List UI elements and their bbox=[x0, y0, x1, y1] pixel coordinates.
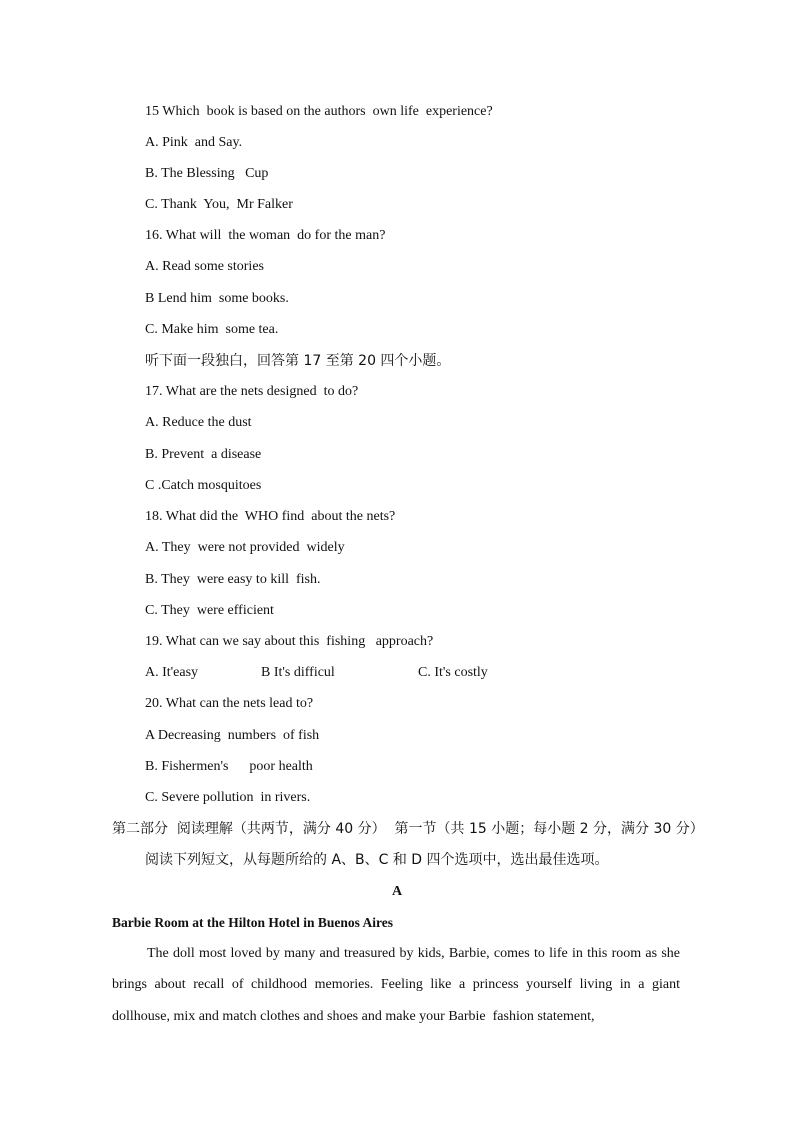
q17-option-a: A. Reduce the dust bbox=[145, 415, 252, 430]
q15-option-b: B. The Blessing Cup bbox=[145, 166, 269, 181]
q18-stem: 18. What did the WHO find about the nets? bbox=[145, 509, 396, 524]
q15-option-a: A. Pink and Say. bbox=[145, 135, 243, 150]
q19-option-c: C. It's costly bbox=[418, 665, 488, 680]
section-note: 听下面一段独白，回答第 17 至第 20 四个小题。 bbox=[145, 353, 451, 369]
q15-stem: 15 Which book is based on the authors own life experience? bbox=[145, 104, 493, 119]
q17-option-b: B. Prevent a disease bbox=[145, 447, 262, 462]
q20-option-c: C. Severe pollution in rivers. bbox=[145, 790, 311, 805]
passage-title: Barbie Room at the Hilton Hotel in Buenos Aires bbox=[112, 915, 394, 930]
passage-line-2: brings about recall of childhood memories. Feeling like a princess yourself living in a giant bbox=[112, 977, 680, 992]
q20-option-a: A Decreasing numbers of fish bbox=[145, 728, 320, 743]
q17-stem: 17. What are the nets designed to do? bbox=[145, 384, 359, 399]
q19-stem: 19. What can we say about this fishing approach? bbox=[145, 634, 434, 649]
q18-option-a: A. They were not provided widely bbox=[145, 540, 345, 555]
passage-label: A bbox=[391, 884, 403, 899]
part2-instruction: 阅读下列短文，从每题所给的 A、B、C 和 D 四个选项中，选出最佳选项。 bbox=[145, 852, 609, 868]
q16-option-b: B Lend him some books. bbox=[145, 291, 289, 306]
q18-option-c: C. They were efficient bbox=[145, 603, 274, 618]
q15-option-c: C. Thank You, Mr Falker bbox=[145, 197, 293, 212]
q18-option-b: B. They were easy to kill fish. bbox=[145, 572, 321, 587]
q19-option-a: A. It'easy bbox=[145, 665, 199, 680]
q17-option-c: C .Catch mosquitoes bbox=[145, 478, 262, 493]
q20-stem: 20. What can the nets lead to? bbox=[145, 696, 314, 711]
q16-option-c: C. Make him some tea. bbox=[145, 322, 279, 337]
q19-option-b: B It's difficul bbox=[261, 665, 335, 680]
q16-stem: 16. What will the woman do for the man? bbox=[145, 228, 386, 243]
q16-option-a: A. Read some stories bbox=[145, 259, 264, 274]
passage-line-1: The doll most loved by many and treasured by kids, Barbie, comes to life in this room as she bbox=[147, 946, 680, 961]
passage-line-3: dollhouse, mix and match clothes and shoes and make your Barbie fashion statement, bbox=[112, 1009, 595, 1024]
q20-option-b: B. Fishermen's poor health bbox=[145, 759, 313, 774]
part2-header: 第二部分 阅读理解（共两节，满分 40 分） 第一节（共 15 小题；每小题 2 分，满分 30 分） bbox=[112, 821, 704, 837]
